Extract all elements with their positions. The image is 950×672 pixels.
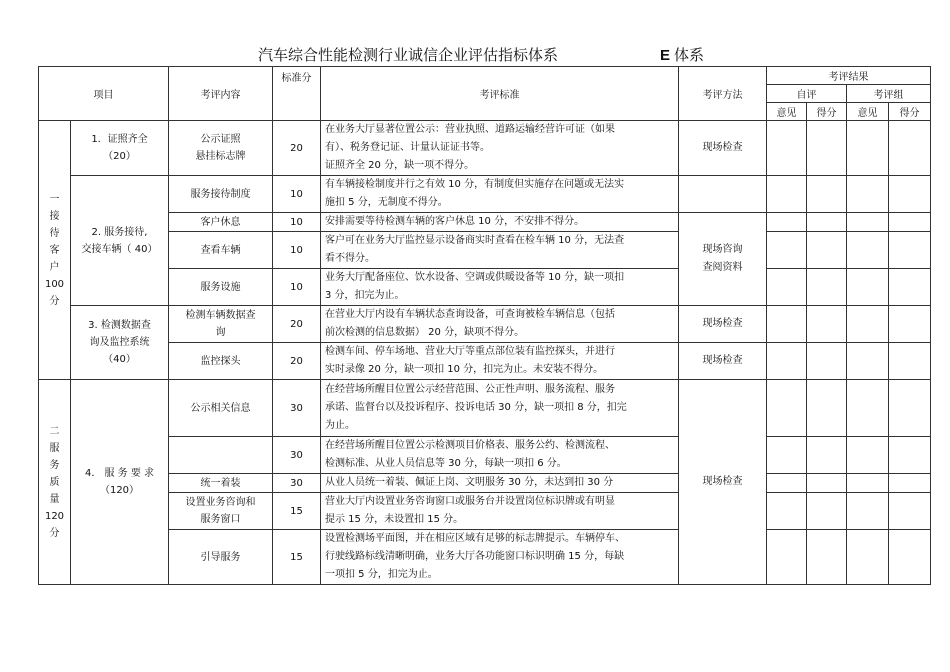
standard-line: 在业务大厅显著位置公示：营业执照、道路运输经营许可证（如果 [325,124,615,135]
method-cell [679,121,767,176]
score-line: 30 [290,449,303,461]
standard-line: 前次检测的信息数据） 20 分，缺项不得分。 [325,327,525,338]
header-content: 考评内容 [169,67,273,121]
result-cell[interactable] [889,474,931,493]
score-line: 20 [290,142,303,154]
table-row [39,213,931,232]
standard-line: 在经营场所醒目位置公示经营范围、公正性声明、服务流程、服务 [325,384,615,395]
content-line: 检测车辆数据查 [185,310,256,321]
standard-cell [321,437,679,474]
table-row [39,380,931,437]
standard-line: 承诺、监督台以及投诉程序、投诉电话 30 分，缺一项扣 8 分，扣完 [325,402,627,413]
method-cell [679,306,767,343]
title-suffix-letter: E [660,47,671,64]
standard-line: 检测车间、停车场地、营业大厅等重点部位装有监控探头，并进行 [325,346,615,357]
header-group: 考评组 [847,85,931,103]
content-line: 服务窗口 [200,514,241,525]
table-body [39,121,931,585]
item-line: 3. 检测数据查 [88,320,151,331]
table-row [39,306,931,343]
content-line: 引导服务 [200,551,241,563]
result-cell[interactable] [807,437,847,474]
header-self-opinion: 意见 [767,103,807,121]
result-cell[interactable] [847,493,889,530]
section-label-line: 质 [49,476,60,488]
standard-cell [321,269,679,306]
score-cell [273,437,321,474]
method-cell [679,380,767,585]
table-row [39,474,931,493]
content-cell [169,474,273,493]
section-label-line: 服 [49,442,60,454]
standard-line: 实时录像 20 分，缺一项扣 10 分，扣完为止。未安装不得分。 [325,364,604,375]
result-cell[interactable] [889,380,931,437]
section-label-line: 户 [49,261,60,273]
result-cell[interactable] [847,437,889,474]
score-line: 30 [290,402,303,414]
result-cell[interactable] [847,530,889,585]
table-row [39,437,931,474]
header-group-points: 得分 [889,103,931,121]
method-cell [679,176,767,213]
result-cell[interactable] [807,269,847,306]
result-cell[interactable] [807,176,847,213]
score-line: 15 [290,551,303,563]
content-line: 公示证照 [200,134,241,145]
score-cell [273,493,321,530]
header-score: 标准分 [273,67,321,121]
standard-line: 设置检测场平面图，并在相应区域有足够的标志牌提示。车辆停车、 [325,533,625,544]
result-cell[interactable] [847,343,889,380]
section-label-line: 120 [44,510,65,522]
result-cell[interactable] [767,530,807,585]
content-cell [169,269,273,306]
method-line: 现场检查 [702,355,743,366]
section-label-line: 一 [49,193,60,205]
standard-line: 业务大厅配备座位、饮水设备、空调或供暖设备等 10 分，缺一项扣 [325,272,625,283]
table-row [39,269,931,306]
score-line: 10 [290,188,303,200]
standard-line: 在营业大厅内设有车辆状态查询设备，可查询被检车辆信息（包括 [325,309,615,320]
standard-line: 看不得分。 [325,253,375,264]
score-line: 10 [290,281,303,293]
content-line: 设置业务咨询和 [185,497,256,508]
result-cell[interactable] [767,213,807,232]
result-cell[interactable] [767,121,807,176]
standard-cell [321,176,679,213]
result-cell[interactable] [889,232,931,269]
standard-line: 为止。 [325,420,355,431]
content-line: 监控探头 [200,355,241,367]
method-line: 现场检查 [702,142,743,153]
method-line: 查阅资料 [702,262,743,273]
content-line: 服务接待制度 [190,188,251,200]
table-row [39,530,931,585]
table-row [39,176,931,213]
result-cell[interactable] [889,493,931,530]
section-label-line: 二 [49,425,60,437]
score-line: 15 [290,505,303,517]
title-suffix-text: 体系 [674,46,705,64]
result-cell[interactable] [889,121,931,176]
item-line: （20） [103,151,136,162]
method-cell [679,213,767,306]
result-cell[interactable] [847,176,889,213]
method-line: 现场检查 [702,476,743,487]
standard-line: 3 分，扣完为止。 [325,290,405,301]
standard-cell [321,306,679,343]
content-cell [169,530,273,585]
header-standard: 考评标准 [321,67,679,121]
section-label-line: 分 [49,295,60,307]
title-suffix [660,44,704,65]
header-item: 项目 [39,67,169,121]
header-result: 考评结果 [767,67,931,85]
standard-line: 一项扣 5 分，扣完为止。 [325,569,438,580]
section-label-line: 接 [49,210,60,222]
result-cell[interactable] [889,343,931,380]
result-cell[interactable] [767,232,807,269]
result-cell[interactable] [807,306,847,343]
item-line: 交接车辆（ 40） [81,243,158,255]
standard-cell [321,213,679,232]
item-line: （40） [103,354,136,365]
section-label [39,121,71,380]
score-line: 10 [290,216,303,228]
result-cell[interactable] [767,306,807,343]
score-line: 20 [290,318,303,330]
result-cell[interactable] [807,380,847,437]
evaluation-table [38,66,931,585]
table-row [39,121,931,176]
method-line: 现场咨询 [702,244,743,255]
item-line: （120） [99,485,140,496]
table-row [39,343,931,380]
score-cell [273,343,321,380]
content-line: 悬挂标志牌 [195,151,246,162]
section-label-line: 待 [49,227,60,239]
score-cell [273,306,321,343]
content-cell [169,380,273,437]
standard-line: 有）、税务登记证、计量认证证书等。 [325,142,490,153]
standard-line: 在经营场所醒目位置公示检测项目价格表、服务公约、检测流程、 [325,440,615,451]
standard-line: 证照齐全 20 分，缺一项不得分。 [325,160,475,171]
result-cell[interactable] [889,213,931,232]
title-main: 汽车综合性能检测行业诚信企业评估指标体系 [258,46,559,64]
standard-line: 客户可在业务大厅监控显示设备商实时查看在检车辆 10 分，无法查 [325,235,625,246]
result-cell[interactable] [807,343,847,380]
content-cell [169,176,273,213]
standard-cell [321,232,679,269]
result-cell[interactable] [767,474,807,493]
result-cell[interactable] [767,380,807,437]
result-cell[interactable] [767,343,807,380]
standard-line: 提示 15 分，未设置扣 15 分。 [325,514,464,525]
content-cell [169,306,273,343]
standard-cell [321,343,679,380]
item-cell [71,176,169,306]
score-cell [273,530,321,585]
content-cell [169,493,273,530]
standard-cell [321,474,679,493]
standard-line: 行驶线路标线清晰明确，业务大厅各功能窗口标识明确 15 分，每缺 [325,551,625,562]
method-cell [679,343,767,380]
item-line: 4． 服 务 要 求 [84,468,155,479]
content-line: 公示相关信息 [190,402,251,414]
result-cell[interactable] [847,269,889,306]
content-line: 服务设施 [200,281,241,293]
section-label-line: 100 [44,278,65,290]
item-cell [71,380,169,585]
standard-cell [321,493,679,530]
score-cell [273,232,321,269]
content-line: 询 [215,327,226,338]
result-cell[interactable] [889,437,931,474]
standard-cell [321,380,679,437]
result-cell[interactable] [807,121,847,176]
result-cell[interactable] [767,176,807,213]
item-cell [71,121,169,176]
method-line: 现场检查 [702,318,743,329]
score-cell [273,380,321,437]
result-cell[interactable] [767,269,807,306]
result-cell[interactable] [889,306,931,343]
header-self-points: 得分 [807,103,847,121]
standard-line: 从业人员统一着装、佩证上岗、文明服务 30 分，未达到扣 30 分 [325,477,614,488]
standard-line: 营业大厅内设置业务咨询窗口或服务台并设置岗位标识牌或有明显 [325,496,615,507]
result-cell[interactable] [767,437,807,474]
result-cell[interactable] [889,530,931,585]
result-cell[interactable] [847,474,889,493]
table-row [39,493,931,530]
section-label-line: 客 [49,244,60,256]
result-cell[interactable] [807,530,847,585]
result-cell[interactable] [807,232,847,269]
content-line: 统一着装 [200,477,241,489]
document-title [0,44,950,66]
standard-cell [321,121,679,176]
score-cell [273,176,321,213]
content-cell [169,437,273,474]
result-cell[interactable] [847,380,889,437]
standard-line: 安排需要等待检测车辆的客户休息 10 分，不安排不得分。 [325,216,585,227]
header-group-opinion: 意见 [847,103,889,121]
score-cell [273,121,321,176]
score-cell [273,474,321,493]
score-cell [273,213,321,232]
standard-line: 有车辆接检制度并行之有效 10 分，有制度但实施存在问题或无法实 [325,179,625,190]
section-label-line: 分 [49,527,60,539]
result-cell[interactable] [767,493,807,530]
section-label [39,380,71,585]
score-line: 30 [290,477,303,489]
content-cell [169,232,273,269]
item-cell [71,306,169,380]
result-cell[interactable] [889,176,931,213]
content-cell [169,343,273,380]
table-row [39,232,931,269]
header-self: 自评 [767,85,847,103]
section-label-line: 量 [49,493,60,505]
content-line: 查看车辆 [200,244,241,256]
standard-line: 施扣 5 分，无制度不得分。 [325,197,448,208]
standard-line: 检测标准、从业人员信息等 30 分，每缺一项扣 6 分。 [325,458,567,469]
result-cell[interactable] [889,269,931,306]
content-line: 客户休息 [200,216,241,228]
result-cell[interactable] [847,232,889,269]
score-line: 20 [290,355,303,367]
score-line: 10 [290,244,303,256]
result-cell[interactable] [807,213,847,232]
item-line: 2. 服务接待, [91,226,148,238]
result-cell[interactable] [847,213,889,232]
result-cell[interactable] [807,474,847,493]
content-cell [169,213,273,232]
result-cell[interactable] [847,121,889,176]
item-line: 1．证照齐全 [91,134,148,145]
item-line: 询及监控系统 [89,337,150,348]
content-cell [169,121,273,176]
section-label-line: 务 [49,459,60,471]
result-cell[interactable] [847,306,889,343]
score-cell [273,269,321,306]
result-cell[interactable] [807,493,847,530]
standard-cell [321,530,679,585]
header-method: 考评方法 [679,67,767,121]
